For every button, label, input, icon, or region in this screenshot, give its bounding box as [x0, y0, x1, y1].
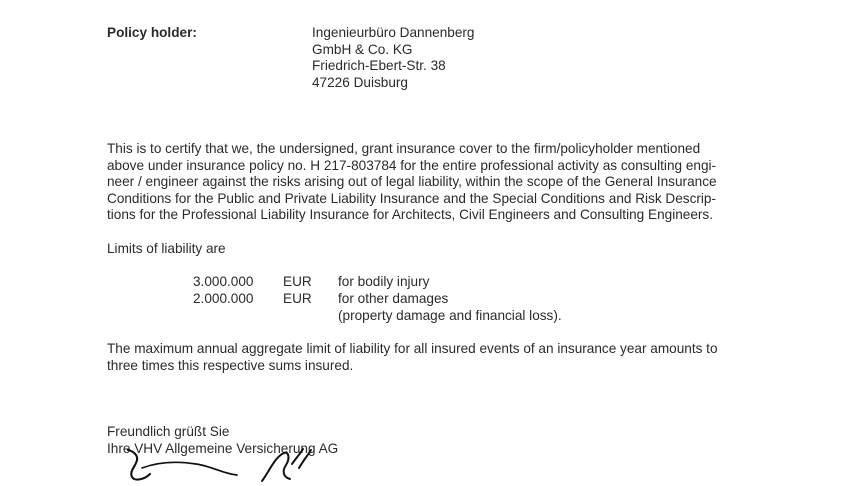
paragraph-line: This is to certify that we, the undersigned, grant insurance cover to the firm/policyholder mentioned [107, 141, 701, 156]
limit-note: (property damage and financial loss). [338, 308, 562, 323]
closing-greeting: Freundlich grüßt Sie [107, 424, 230, 439]
certificate-paragraph [107, 141, 717, 224]
address-line: Ingenieurbüro Dannenberg [312, 25, 475, 40]
address-line: 47226 Duisburg [312, 74, 408, 90]
closing-company: Ihre VHV Allgemeine Versicherung AG [107, 441, 339, 456]
limit-description: for bodily injury [338, 274, 430, 289]
limit-amount: 2.000.000 [193, 291, 254, 306]
policy-holder-address [312, 25, 475, 91]
limit-currency: EUR [283, 291, 312, 306]
paragraph-line: above under insurance policy no. H 217-803784 for the entire professional activity as consulting engi- [107, 157, 717, 173]
limit-amount: 3.000.000 [193, 274, 254, 289]
paragraph-line: three times this respective sums insured. [107, 357, 354, 373]
limit-description: for other damages [338, 291, 449, 306]
paragraph-line: The maximum annual aggregate limit of liability for all insured events of an insurance year amounts to [107, 341, 718, 356]
paragraph-line: tions for the Professional Liability Insurance for Architects, Civil Engineers and Consulting Engineers. [107, 207, 713, 223]
signature [120, 446, 350, 486]
paragraph-line: Conditions for the Public and Private Liability Insurance and the Special Conditions and Risk Descrip- [107, 190, 717, 206]
policy-holder-label: Policy holder: [107, 25, 197, 40]
aggregate-paragraph [107, 341, 718, 374]
address-line: Friedrich-Ebert-Str. 38 [312, 58, 446, 74]
limit-currency: EUR [283, 274, 312, 289]
address-line: GmbH & Co. KG [312, 41, 413, 57]
paragraph-line: neer / engineer against the risks arising out of legal liability, within the scope of the General Insurance [107, 174, 717, 190]
limits-intro: Limits of liability are [107, 241, 226, 256]
